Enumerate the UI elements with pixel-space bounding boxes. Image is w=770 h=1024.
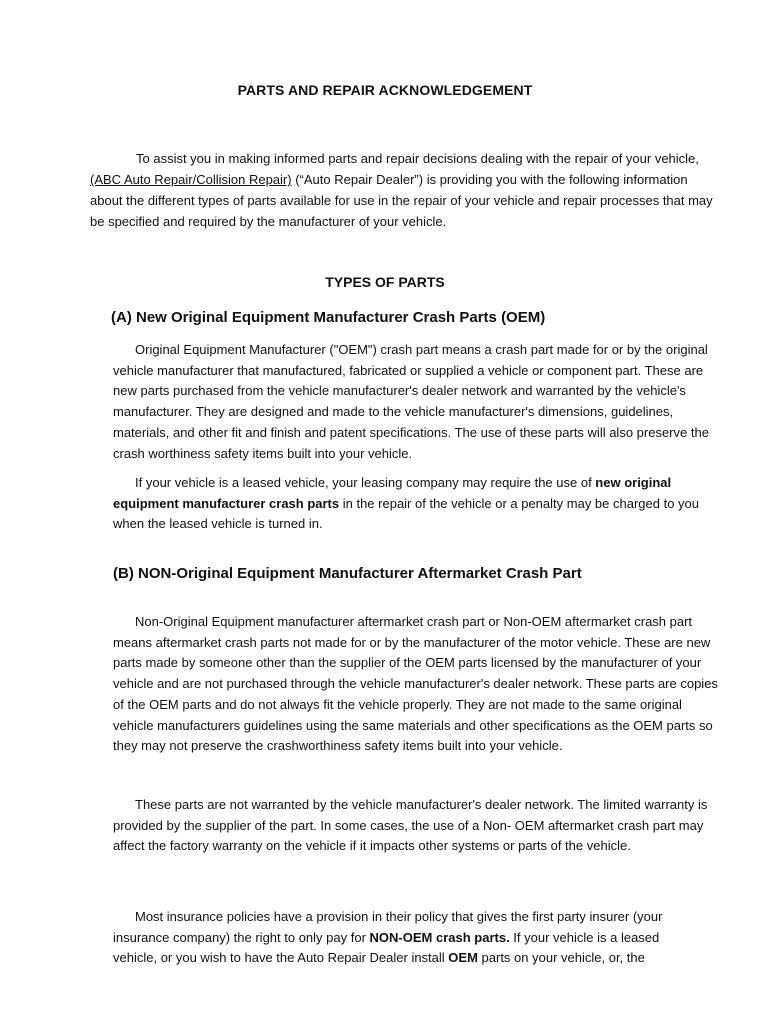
insurance-text-middle: If your vehicle is a leased vehicle, or you wish to have the Auto Repair Dealer install (113, 929, 660, 966)
oem-bold-text: OEM (448, 950, 478, 966)
intro-text-end: (“Auto Repair Dealer”) is providing you with the following information about the different types of parts available for use in the repair of your vehicle and repair processes that may be specified and required by the manufacturer of your vehicle. (90, 172, 713, 229)
intro-text-start: To assist you in making informed parts and repair decisions dealing with the repair of your vehicle, (136, 151, 699, 166)
lease-text-end: in the repair of the vehicle or a penalty may be charged to you when the leased vehicle is turned in. (113, 495, 700, 532)
section-b-paragraph-1: Non-Original Equipment manufacturer aftermarket crash part or Non-OEM aftermarket crash part means aftermarket crash parts not made for or by the manufacturer of the motor vehicle. These are new parts made by someone other than the supplier of the OEM parts licensed by the manufacturer of your vehicle and are not purchased through the vehicle manufacturer's dealer network. These parts are copies of the OEM parts and do not always fit the vehicle properly. They are not made to the same original vehicle manufacturers guidelines using the same materials and other specifications as the OEM parts so they may not preserve the crashworthiness safety items built into your vehicle. (113, 614, 718, 754)
section-b-paragraph-2: These parts are not warranted by the vehicle manufacturer's dealer network. The limited warranty is provided by the supplier of the part. In some cases, the use of a Non- OEM aftermarket crash part may affect the factory warranty on the vehicle if it impacts other systems or parts of the vehicle. (113, 797, 708, 854)
types-of-parts-heading: TYPES OF PARTS (325, 274, 445, 290)
section-a-paragraph-1: Original Equipment Manufacturer ("OEM") crash part means a crash part made for or by the original vehicle manufacturer that manufactured, fabricated or supplied a vehicle or component part. These are new parts purchased from the vehicle manufacturer's dealer network and warranted by the vehicle's manufacturer. They are designed and made to the vehicle manufacturer's dimensions, guidelines, materials, and other fit and finish and patent specifications. The use of these parts will also preserve the crash worthiness safety items built into your vehicle. (113, 342, 709, 461)
document-title: PARTS AND REPAIR ACKNOWLEDGEMENT (237, 82, 533, 98)
dealer-name: (ABC Auto Repair/Collision Repair) (90, 172, 292, 187)
insurance-text-end: parts on your vehicle, or, the (477, 950, 645, 966)
lease-bold-text: new original equipment manufacturer crash parts (113, 475, 672, 511)
intro-paragraph (90, 148, 720, 232)
section-a-heading: (A) New Original Equipment Manufacturer Crash Parts (OEM) (111, 309, 546, 326)
non-oem-bold-text: NON-OEM crash parts. (369, 929, 510, 945)
section-b-paragraph-3 (113, 907, 703, 969)
insurance-text-start: Most insurance policies have a provision in their policy that gives the first party insurer (your insurance company) the right to only pay for (113, 909, 663, 945)
section-b-heading: (B) NON-Original Equipment Manufacturer Aftermarket Crash Part (113, 565, 582, 582)
section-a-paragraph-2 (113, 473, 713, 535)
lease-text-start: If your vehicle is a leased vehicle, your leasing company may require the use of (135, 475, 596, 490)
